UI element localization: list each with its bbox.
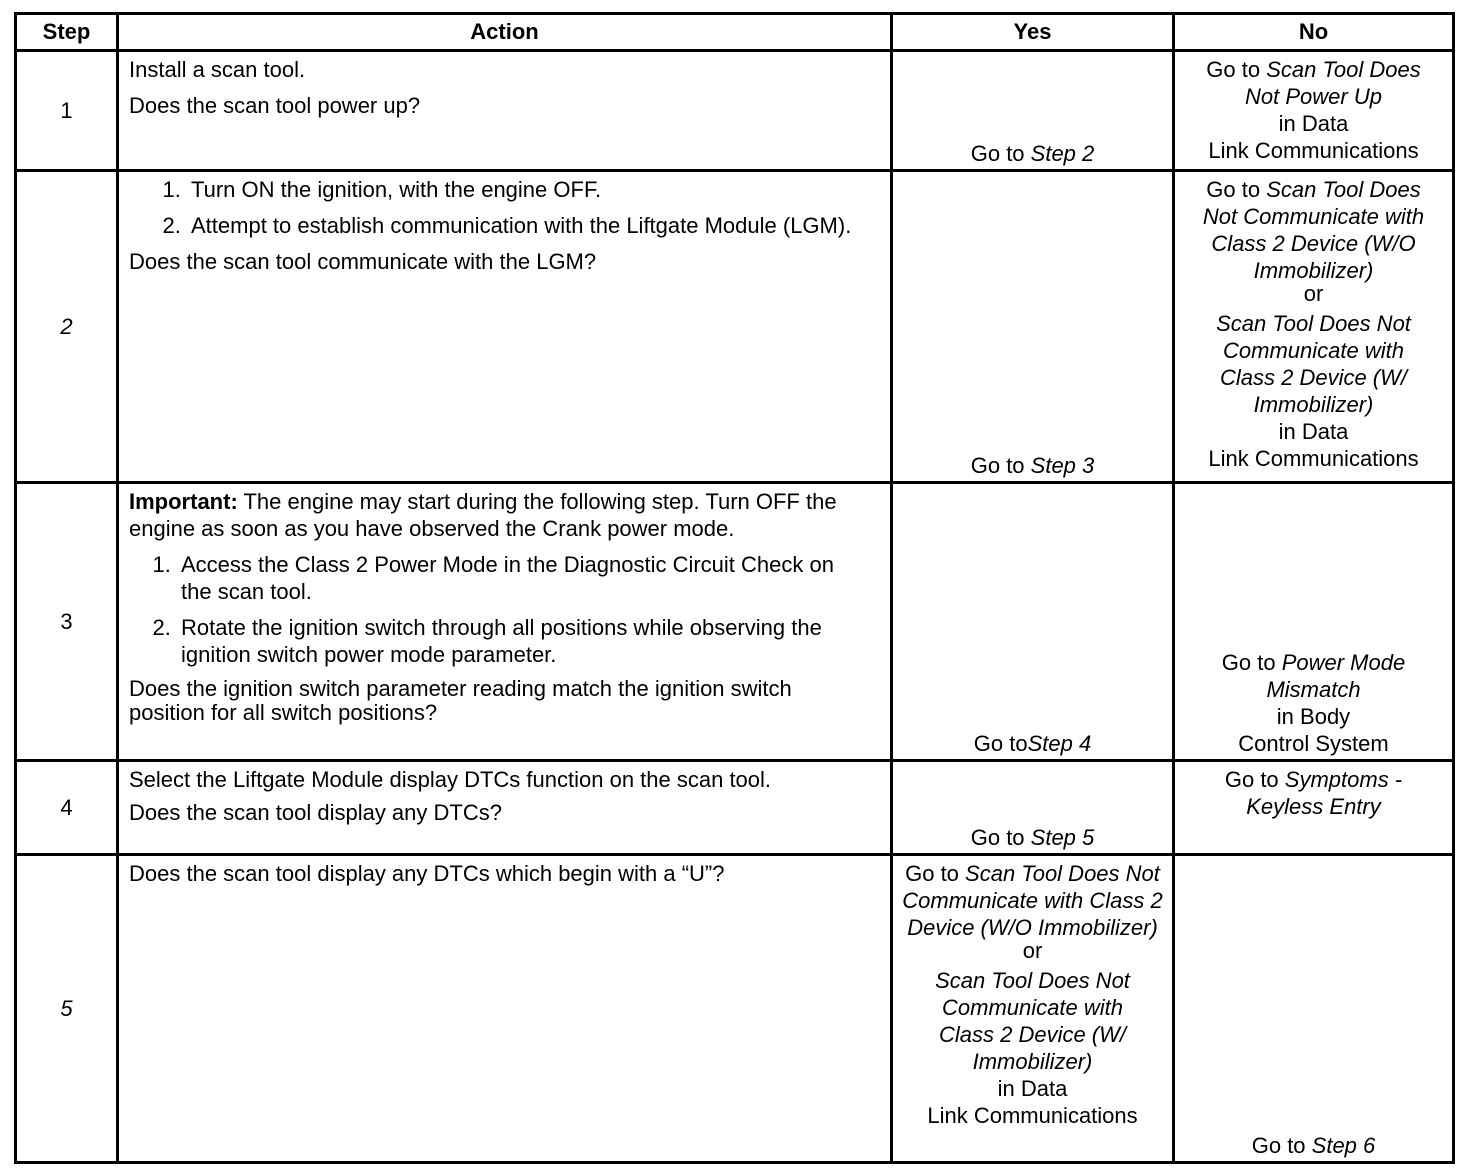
no-result: Go to Step 6: [1251, 1133, 1376, 1158]
action-question: Does the scan tool communicate with the LGM?: [129, 249, 597, 274]
no-suffix-2: Control System: [1238, 731, 1389, 756]
action-step: 2. Rotate the ignition switch through all positions while observing the ignition switch power mode parameter.: [177, 614, 878, 668]
step-number: 4: [16, 761, 118, 855]
no-suffix-2: Link Communications: [1208, 138, 1419, 163]
yes-result: Go to Step 2: [970, 141, 1095, 166]
yes-cell: [892, 761, 1174, 855]
action-cell: [118, 51, 892, 171]
yes-link[interactable]: Step 2: [1030, 141, 1095, 166]
no-suffix-1: in Data: [1278, 419, 1349, 444]
yes-suffix-1: in Data: [997, 1076, 1068, 1101]
header-row: [16, 14, 1454, 51]
no-link[interactable]: Step 6: [1311, 1133, 1376, 1158]
no-cell: [1174, 855, 1454, 1163]
action-cell: [118, 761, 892, 855]
step-number: 2: [16, 171, 118, 483]
no-suffix-1: in Body: [1276, 704, 1351, 729]
table-row: [16, 483, 1454, 761]
diagnostic-table: [14, 12, 1455, 1164]
step-number: 3: [16, 483, 118, 761]
table-row: [16, 51, 1454, 171]
no-cell: Go to Scan Tool Does Not Power Up in Data Link Communications: [1174, 51, 1454, 171]
yes-cell: [892, 483, 1174, 761]
or-text: or: [1303, 281, 1324, 306]
yes-result: Go to Step 5: [970, 825, 1095, 850]
action-steps: [129, 551, 878, 668]
action-steps: [129, 176, 878, 239]
action-question: Does the scan tool display any DTCs which begin with a “U”?: [129, 861, 725, 886]
no-cell: Go to Scan Tool Does Not Communicate with Class 2 Device (W/O Immobilizer) or Scan Tool Does Not Communicate with Class 2 Device (W/ Immobilizer) in Data Link Communications: [1174, 171, 1454, 483]
yes-result: Go toStep 4: [973, 731, 1092, 756]
step-number: 5: [16, 855, 118, 1163]
no-link[interactable]: Scan Tool Does Not Power Up: [1245, 57, 1421, 109]
action-step: 1. Access the Class 2 Power Mode in the Diagnostic Circuit Check on the scan tool.: [177, 551, 878, 605]
action-step: 2. Attempt to establish communication with the Liftgate Module (LGM).: [187, 212, 878, 239]
yes-link[interactable]: Step 4: [1027, 731, 1092, 756]
action-instruction: Select the Liftgate Module display DTCs function on the scan tool.: [129, 767, 772, 792]
no-link[interactable]: Power Mode Mismatch: [1266, 650, 1406, 702]
action-question: Does the ignition switch parameter reading match the ignition switch position for all switch positions?: [129, 676, 792, 725]
yes-suffix-2: Link Communications: [927, 1103, 1138, 1128]
no-suffix-1: in Data: [1278, 111, 1349, 136]
no-cell: Go to Symptoms - Keyless Entry: [1174, 761, 1454, 855]
yes-link[interactable]: Scan Tool Does Not Communicate with Class 2 Device (W/O Immobilizer): [902, 861, 1163, 940]
action-step: 1. Turn ON the ignition, with the engine OFF.: [187, 176, 878, 203]
action-cell: [118, 171, 892, 483]
yes-result: Go to Step 3: [970, 453, 1095, 478]
header-no: No: [1174, 14, 1454, 51]
action-question: Does the scan tool power up?: [129, 93, 421, 118]
action-cell: [118, 483, 892, 761]
no-link[interactable]: Symptoms - Keyless Entry: [1246, 767, 1403, 819]
table-row: [16, 761, 1454, 855]
no-link[interactable]: Scan Tool Does Not Communicate with Class 2 Device (W/O Immobilizer): [1202, 177, 1425, 283]
table-row: [16, 855, 1454, 1163]
important-label: Important:: [129, 489, 238, 514]
action-instruction: Install a scan tool.: [129, 57, 306, 82]
action-cell: [118, 855, 892, 1163]
important-note: Important: The engine may start during the following step. Turn OFF the engine as soon as you have observed the Crank power mode.: [129, 489, 837, 541]
header-step: Step: [16, 14, 118, 51]
yes-link[interactable]: Step 3: [1030, 453, 1095, 478]
table-row: [16, 171, 1454, 483]
yes-cell: [892, 171, 1174, 483]
diagnostic-table-container: [14, 12, 1455, 1164]
header-action: Action: [118, 14, 892, 51]
header-yes: Yes: [892, 14, 1174, 51]
yes-cell: [892, 51, 1174, 171]
step-number: 1: [16, 51, 118, 171]
or-text: or: [1022, 938, 1043, 963]
yes-link[interactable]: Step 5: [1030, 825, 1095, 850]
no-suffix-2: Link Communications: [1208, 446, 1419, 471]
no-cell: Go to Power Mode Mismatch in Body Control System: [1174, 483, 1454, 761]
yes-link-2[interactable]: Scan Tool Does Not Communicate with Class 2 Device (W/ Immobilizer): [935, 968, 1130, 1074]
action-question: Does the scan tool display any DTCs?: [129, 800, 502, 825]
yes-cell: Go to Scan Tool Does Not Communicate with Class 2 Device (W/O Immobilizer) or Scan Tool Does Not Communicate with Class 2 Device (W/ Immobilizer) in Data Link Communications: [892, 855, 1174, 1163]
no-link-2[interactable]: Scan Tool Does Not Communicate with Class 2 Device (W/ Immobilizer): [1216, 311, 1411, 417]
